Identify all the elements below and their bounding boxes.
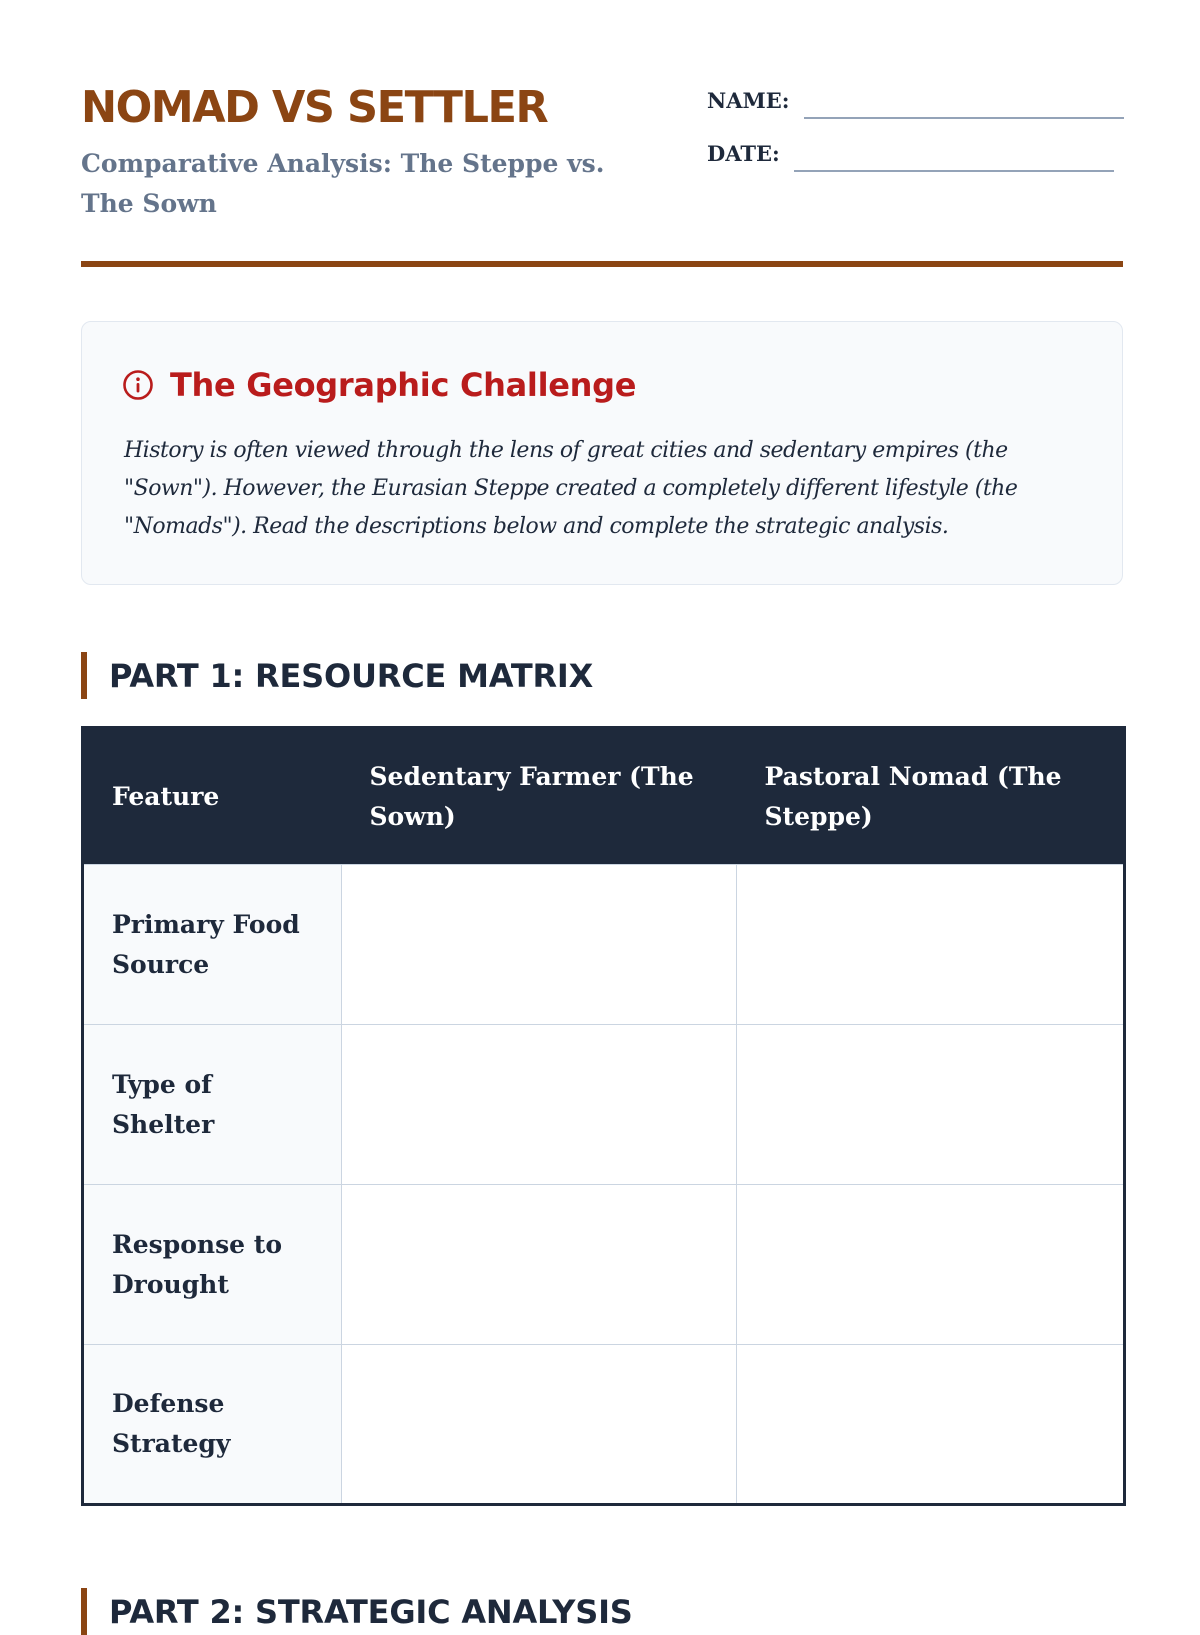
row-label-food-source: Primary Food Source	[83, 865, 342, 1025]
date-label: DATE:	[707, 141, 780, 166]
column-header-sedentary-farmer: Sedentary Farmer (The Sown)	[342, 728, 737, 865]
table-row	[83, 1345, 1125, 1505]
part1-title: PART 1: RESOURCE MATRIX	[109, 656, 594, 695]
table-row	[83, 865, 1125, 1025]
row-label-defense: Defense Strategy	[83, 1345, 342, 1505]
answer-cell-nomad-drought[interactable]	[737, 1185, 1125, 1345]
answer-cell-farmer-shelter[interactable]	[342, 1025, 737, 1185]
section-accent-bar	[81, 652, 87, 699]
resource-matrix-table	[81, 726, 1126, 1506]
callout-header	[122, 366, 636, 404]
section-accent-bar	[81, 1588, 87, 1635]
part2-title: PART 2: STRATEGIC ANALYSIS	[109, 1592, 633, 1631]
answer-cell-farmer-drought[interactable]	[342, 1185, 737, 1345]
table-header-row	[83, 728, 1125, 865]
callout-title: The Geographic Challenge	[170, 366, 637, 404]
header-divider	[81, 261, 1123, 267]
answer-cell-nomad-defense[interactable]	[737, 1345, 1125, 1505]
geographic-challenge-callout	[81, 321, 1123, 585]
page-title: NOMAD VS SETTLER	[81, 82, 548, 133]
info-icon	[122, 369, 154, 401]
table-row	[83, 1185, 1125, 1345]
name-field[interactable]	[707, 90, 1124, 111]
column-header-pastoral-nomad: Pastoral Nomad (The Steppe)	[737, 728, 1125, 865]
name-label: NAME:	[707, 88, 790, 113]
column-header-feature: Feature	[83, 728, 342, 865]
answer-cell-nomad-shelter[interactable]	[737, 1025, 1125, 1185]
callout-body: History is often viewed through the lens of great cities and sedentary empires (the "Sown"). However, the Eurasian Steppe created a completely different lifestyle (the "Nomads"). Read the descriptions below and complete the strategic analysis.	[124, 438, 1018, 539]
date-field[interactable]	[707, 143, 1114, 164]
answer-cell-nomad-food[interactable]	[737, 865, 1125, 1025]
answer-cell-farmer-defense[interactable]	[342, 1345, 737, 1505]
part2-heading	[81, 1588, 633, 1635]
page-subtitle: Comparative Analysis: The Steppe vs. The Sown	[81, 149, 605, 218]
worksheet-header	[81, 78, 1123, 268]
date-input-line[interactable]	[794, 170, 1114, 172]
row-label-drought: Response to Drought	[83, 1185, 342, 1345]
row-label-shelter: Type of Shelter	[83, 1025, 342, 1185]
table-row	[83, 1025, 1125, 1185]
part1-heading	[81, 652, 593, 699]
answer-cell-farmer-food[interactable]	[342, 865, 737, 1025]
name-input-line[interactable]	[804, 117, 1124, 119]
